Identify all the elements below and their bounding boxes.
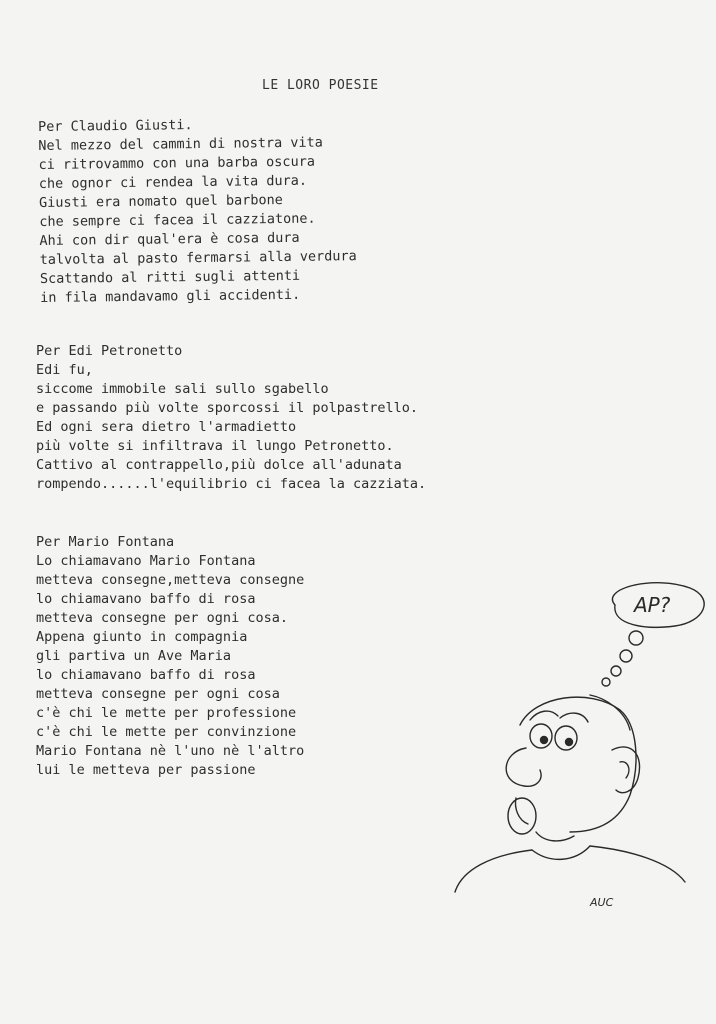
poem-line: metteva consegne per ogni cosa [36,686,280,702]
head-outline [520,697,636,832]
poem-line: che ognor ci rendea la vita dura. [38,172,308,192]
cartoon-face-drawing [440,570,710,920]
poem-heading: Per Claudio Giusti. [38,117,193,135]
poem-line: Ed ogni sera dietro l'armadietto [36,419,297,435]
poem-line: più volte si infiltrava il lungo Petronetto. [36,438,394,454]
poem-line: Cattivo al contrappello,più dolce all'adunata [36,457,402,473]
mouth [508,798,536,834]
thought-dot [602,678,610,686]
shoulders [455,846,685,892]
poem-line: lo chiamavano baffo di rosa [36,667,256,683]
poem-line: metteva consegne,metteva consegne [36,572,305,588]
poem-line: metteva consegne per ogni cosa. [36,610,288,626]
poem-line: Appena giunto in compagnia [36,629,248,645]
eyebrow [560,713,588,722]
poem-line: lo chiamavano baffo di rosa [36,591,256,607]
poem-line: in fila mandavamo gli accidenti. [40,286,301,306]
thought-dot [620,650,632,662]
poem-line: Nel mezzo del cammin di nostra vita [38,134,323,154]
bubble-text: AP? [634,593,671,617]
poem-line: ci ritrovammo con una barba oscura [38,153,315,173]
poem-line: Giusti era nomato quel barbone [38,192,283,211]
artist-signature: AUC [590,896,614,909]
poem-line: Edi fu, [36,362,93,378]
poem-line: Mario Fontana nè l'uno nè l'altro [36,743,305,759]
poem-line: Lo chiamavano Mario Fontana [36,553,256,569]
poem-line: gli partiva un Ave Maria [36,648,232,664]
eye [555,726,577,750]
eyebrow [530,711,558,720]
page-title: LE LORO POESIE [262,78,379,93]
poem-line: Scattando al ritti sugli attenti [39,267,301,287]
poem-line: c'è chi le mette per professione [36,705,297,721]
thought-dot [629,631,643,645]
poem-line: rompendo......l'equilibrio ci facea la cazziata. [36,476,427,492]
poem-line: lui le metteva per passione [36,762,256,778]
thought-dot [611,666,621,676]
poem-heading: Per Mario Fontana [36,534,175,550]
poem-line: siccome immobile sali sullo sgabello [36,381,329,397]
eye [530,724,552,748]
poem-line: che sempre ci facea il cazziatone. [39,210,316,230]
poem-edi-petronetto [36,342,426,494]
poem-claudio-giusti [38,114,357,308]
poem-line: e passando più volte sporcossi il polpastrello. [36,400,419,416]
poem-heading: Per Edi Petronetto [36,343,183,359]
poem-mario-fontana [36,533,304,780]
poem-line: talvolta al pasto fermarsi alla verdura [39,248,357,268]
poem-line: c'è chi le mette per convinzione [36,724,297,740]
nose [506,748,541,786]
poem-line: Ahi con dir qual'era è cosa dura [39,229,300,249]
